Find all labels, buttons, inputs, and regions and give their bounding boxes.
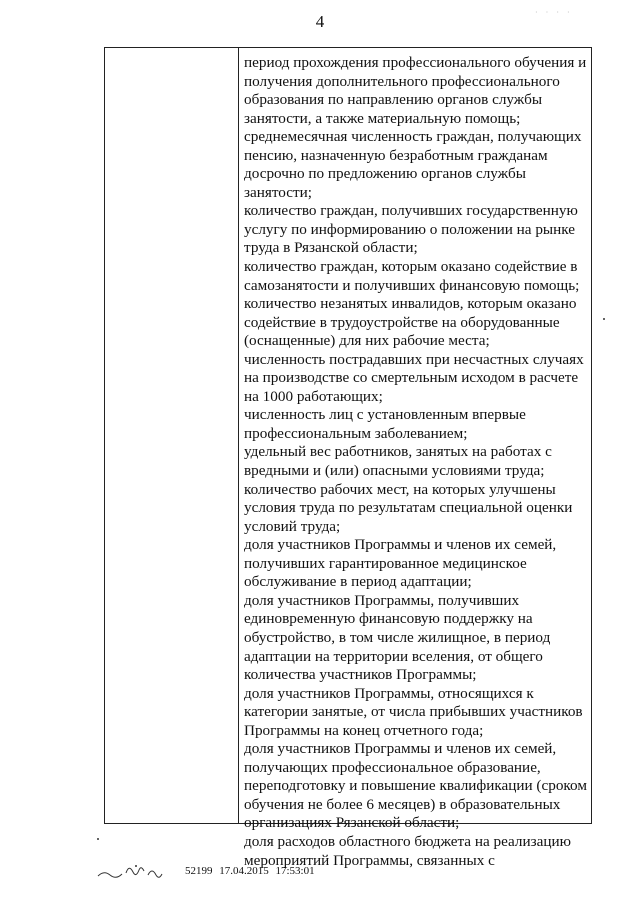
table [104,47,592,869]
cell-line: труда в Рязанской области; [244,239,418,257]
cell-line: занятости; [244,183,312,201]
cell-line: вредными и (или) опасными условиями труда; [244,462,545,480]
page-number: 4 [315,12,325,31]
cell-line: занятости, а также материальную помощь; [244,109,521,127]
cell-line: адаптации на территории вселения, от общего [244,647,543,665]
stray-mark [97,838,99,840]
cell-line: численность пострадавших при несчастных случаях [244,350,584,368]
cell-line: профессиональным заболеванием; [244,424,468,442]
cell-line: количества участников Программы; [244,666,477,684]
cell-line: условия труда по результатам специальной оценки [244,499,573,517]
cell-line: доля участников Программы и членов их семей, [244,536,557,554]
column-divider [238,48,239,823]
cell-line: среднемесячная численность граждан, получающих [244,128,582,146]
footer-text [185,865,315,877]
cell-line: пенсию, назначенную безработным гражданам [244,146,548,164]
stamp-time: 17:53:01 [275,865,315,877]
cell-line: доля участников Программы, относящихся к [244,684,534,702]
cell-line: Программы на конец отчетного года; [244,721,484,739]
cell-line: категории занятые, от числа прибывших участников [244,703,583,721]
cell-line: количество граждан, получивших государственную [244,202,578,220]
cell-line: количество незанятых инвалидов, которым оказано [244,295,577,313]
cell-line: доля расходов областного бюджета на реализацию [244,832,571,850]
cell-line: доля участников Программы и членов их семей, [244,740,557,758]
cell-line: (оснащенные) для них рабочие места; [244,332,490,350]
cell-line: удельный вес работников, занятых на работах с [244,443,552,461]
cell-line: период прохождения профессионального обучения и [244,54,587,71]
footer-stamp [96,858,356,882]
stray-mark [603,318,605,320]
cell-line: переподготовку и повышение квалификации (сроком [244,777,587,795]
cell-line: получения дополнительного профессионального [244,72,560,90]
cell-line: образования по направлению органов службы [244,91,543,109]
cell-line: обустройство, в том числе жилищное, в период [244,628,551,646]
cell-line: мероприятий Программы, связанных с [244,851,495,869]
cell-line: на 1000 работающих; [244,387,383,405]
cell-line: содействие в трудоустройстве на оборудованные [244,313,560,331]
cell-line: численность лиц с установленным впервые [244,406,526,424]
stamp-date: 17.04.2015 [219,865,269,877]
scribble-mark [96,858,176,882]
cell-line: услугу по информированию о положении на рынке [244,220,575,238]
cell-line: получивших гарантированное медицинское [244,554,527,572]
cell-line: обучения не более 6 месяцев) в образовательных [244,795,561,813]
table-right-cell [244,54,589,870]
cell-line: количество рабочих мест, на которых улучшены [244,480,556,498]
cell-line: организациях Рязанской области; [244,814,460,832]
cell-line: единовременную финансовую поддержку на [244,610,533,628]
cell-line: количество граждан, которым оказано содействие в [244,258,578,276]
cell-line: самозанятости и получивших финансовую помощь; [244,276,580,294]
cell-line: получающих профессиональное образование, [244,758,541,776]
doc-id: 52199 [185,865,213,877]
cell-line: обслуживание в период адаптации; [244,573,472,591]
cell-line: досрочно по предложению органов службы [244,165,526,183]
cell-line: условий труда; [244,517,341,535]
scan-noise: · · · · [535,8,573,17]
cell-line: доля участников Программы, получивших [244,591,520,609]
cell-line: на производстве со смертельным исходом в расчете [244,369,579,387]
